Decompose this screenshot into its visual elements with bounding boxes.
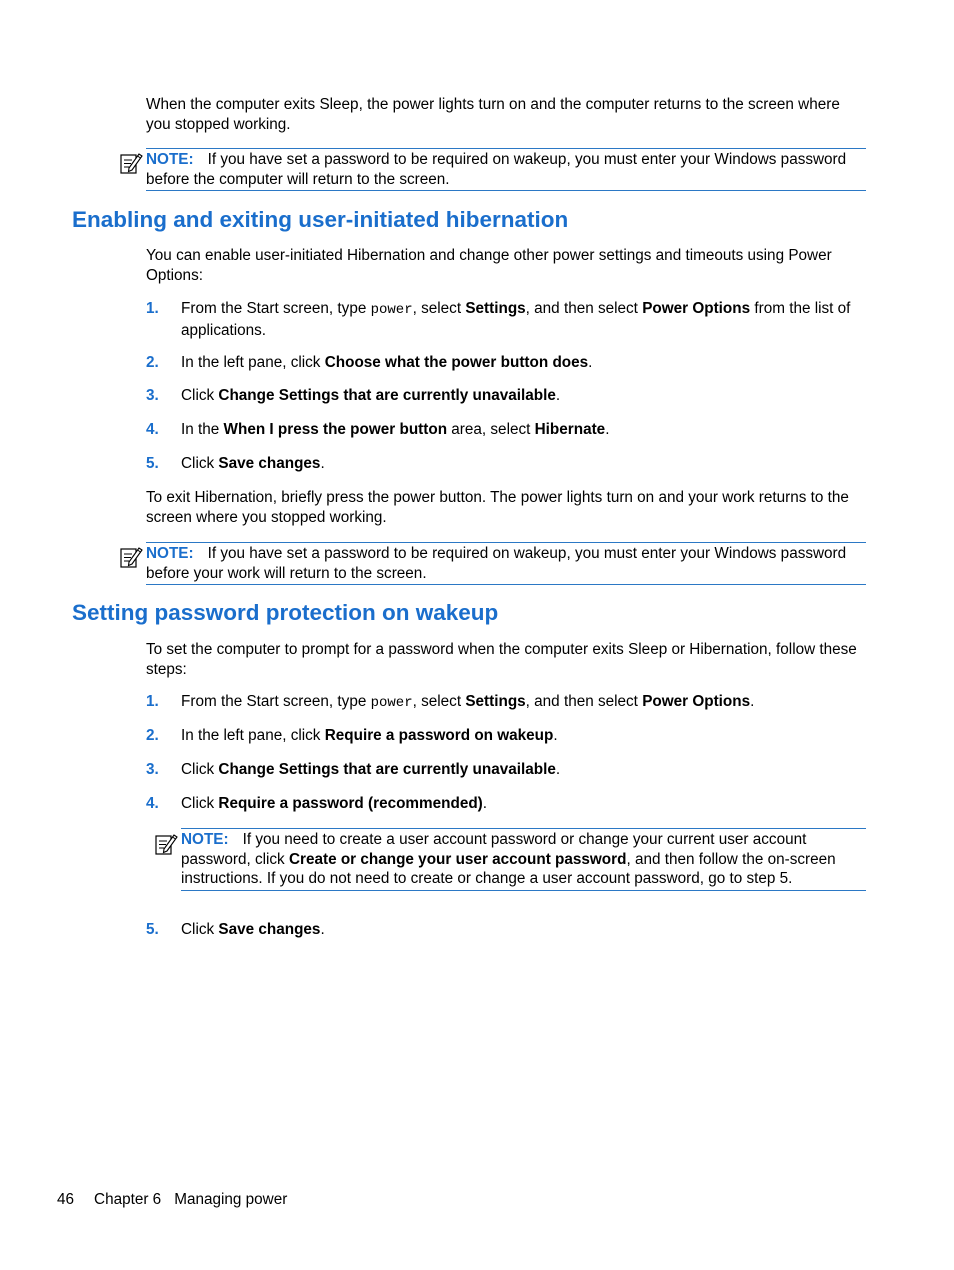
note-label: NOTE: <box>181 831 229 848</box>
step-text: Click Change Settings that are currently unavailable. <box>181 387 561 404</box>
section-heading-hibernation: Enabling and exiting user-initiated hibernation <box>72 207 569 232</box>
note-box <box>146 542 866 585</box>
step-number: 2. <box>146 727 159 744</box>
step-number: 3. <box>146 761 159 778</box>
step-text: In the When I press the power button area, select Hibernate. <box>181 421 610 438</box>
note-box <box>146 148 866 191</box>
note-text: If you need to create a user account password or change your current user account password, click Create or change your user account password, and then follow the on-screen instructions. If you do not need to create or change a user account password, go to step 5. <box>181 831 836 887</box>
note-label: NOTE: <box>146 151 194 168</box>
step-text: In the left pane, click Require a password on wakeup. <box>181 727 558 744</box>
step-text: From the Start screen, type power, select Settings, and then select Power Options from the list of applications. <box>181 300 851 339</box>
section2-intro: To set the computer to prompt for a password when the computer exits Sleep or Hibernation, follow these steps: <box>146 641 857 678</box>
step-number: 4. <box>146 795 159 812</box>
chapter-label: Chapter 6 <box>94 1191 162 1208</box>
step-text: From the Start screen, type power, select Settings, and then select Power Options. <box>181 693 755 711</box>
chapter-title: Managing power <box>174 1191 288 1208</box>
page-footer <box>57 1191 287 1209</box>
note-pencil-icon <box>119 151 143 175</box>
note-box <box>181 828 866 891</box>
step-number: 1. <box>146 300 159 317</box>
step-number: 1. <box>146 693 159 710</box>
step-number: 5. <box>146 455 159 472</box>
step-text: Click Change Settings that are currently unavailable. <box>181 761 561 778</box>
note-text: If you have set a password to be required on wakeup, you must enter your Windows password before the computer will return to the screen. <box>146 151 847 188</box>
section-heading-password: Setting password protection on wakeup <box>72 600 499 625</box>
step-text: Click Require a password (recommended). <box>181 795 488 812</box>
step-text: In the left pane, click Choose what the power button does. <box>181 354 593 371</box>
step-text: Click Save changes. <box>181 921 325 938</box>
note-pencil-icon <box>154 832 178 856</box>
section1-intro: You can enable user-initiated Hibernation and change other power settings and timeouts using Power Options: <box>146 247 832 284</box>
page-number: 46 <box>57 1191 75 1208</box>
intro-paragraph: When the computer exits Sleep, the power lights turn on and the computer returns to the screen where you stopped working. <box>146 96 840 133</box>
note-text: If you have set a password to be required on wakeup, you must enter your Windows password before your work will return to the screen. <box>146 545 847 582</box>
note-label: NOTE: <box>146 545 194 562</box>
step-number: 5. <box>146 921 159 938</box>
exit-paragraph: To exit Hibernation, briefly press the power button. The power lights turn on and your work returns to the screen where you stopped working. <box>146 489 849 526</box>
list-item <box>146 299 866 341</box>
step-number: 3. <box>146 387 159 404</box>
note-pencil-icon <box>119 545 143 569</box>
step-number: 2. <box>146 354 159 371</box>
step-number: 4. <box>146 421 159 438</box>
step-text: Click Save changes. <box>181 455 325 472</box>
